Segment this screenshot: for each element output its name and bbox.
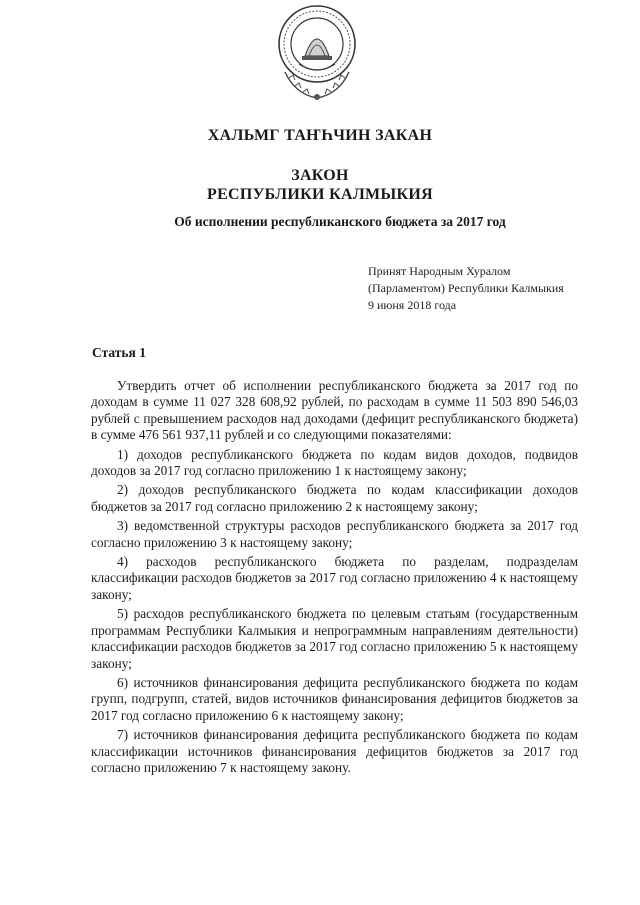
article-intro: Утвердить отчет об исполнении республиканского бюджета за 2017 год по доходам в сумме 11 027 328 608,92 рублей, по расходам в сумме 11 503 890 546,03 рублей с превышением расходов над доходами (дефицит республиканского бюджета) в сумме 476 561 937,11 рублей и со следующими показателями:	[91, 378, 578, 443]
adoption-line-1: Принят Народным Хуралом	[368, 264, 511, 278]
list-item: 1) доходов республиканского бюджета по кодам видов доходов, подвидов доходов за 2017 год согласно приложению 1 к настоящему закону;	[91, 446, 578, 479]
list-item: 7) источников финансирования дефицита республиканского бюджета по кодам классификации источников финансирования дефицитов бюджетов за 2017 год согласно приложению 7 к настоящему закону.	[91, 727, 578, 775]
list-item: 3) ведомственной структуры расходов республиканского бюджета за 2017 год согласно приложению 3 к настоящему закону;	[91, 518, 578, 550]
law-subtitle: Об исполнении республиканского бюджета за 2017 год	[174, 214, 506, 229]
adoption-line-2: (Парламентом) Республики Калмыкия	[368, 281, 564, 295]
list-item: 2) доходов республиканского бюджета по кодам классификации доходов бюджетов за 2017 год согласно приложению 2 к настоящему закону;	[91, 482, 578, 514]
list-item: 4) расходов республиканского бюджета по разделам, подразделам классификации расходов бюджетов за 2017 год согласно приложению 4 к настоящему закону;	[91, 554, 578, 602]
kalmykia-emblem-icon	[275, 2, 359, 102]
adoption-date: 9 июня 2018 года	[368, 298, 457, 312]
kalmyk-law-title: ХАЛЬМГ ТАҤҺЧИН ЗАКАН	[207, 127, 433, 144]
list-item: 6) источников финансирования дефицита республиканского бюджета по кодам групп, подгрупп, статей, видов источников финансирования дефицитов бюджетов за 2017 год согласно приложению 6 к настоящему закону;	[91, 674, 578, 723]
article-body	[91, 378, 578, 779]
article-heading: Статья 1	[92, 345, 146, 360]
law-title-line1: ЗАКОН	[291, 167, 349, 184]
adoption-note	[368, 263, 564, 314]
law-title-line2: РЕСПУБЛИКИ КАЛМЫКИЯ	[207, 186, 433, 203]
list-item: 5) расходов республиканского бюджета по целевым статьям (государственным программам Республики Калмыкия и непрограммным направлениям деятельности) классификации расходов бюджетов за 2017 год согласно приложению 5 к настоящему закону;	[91, 606, 578, 671]
